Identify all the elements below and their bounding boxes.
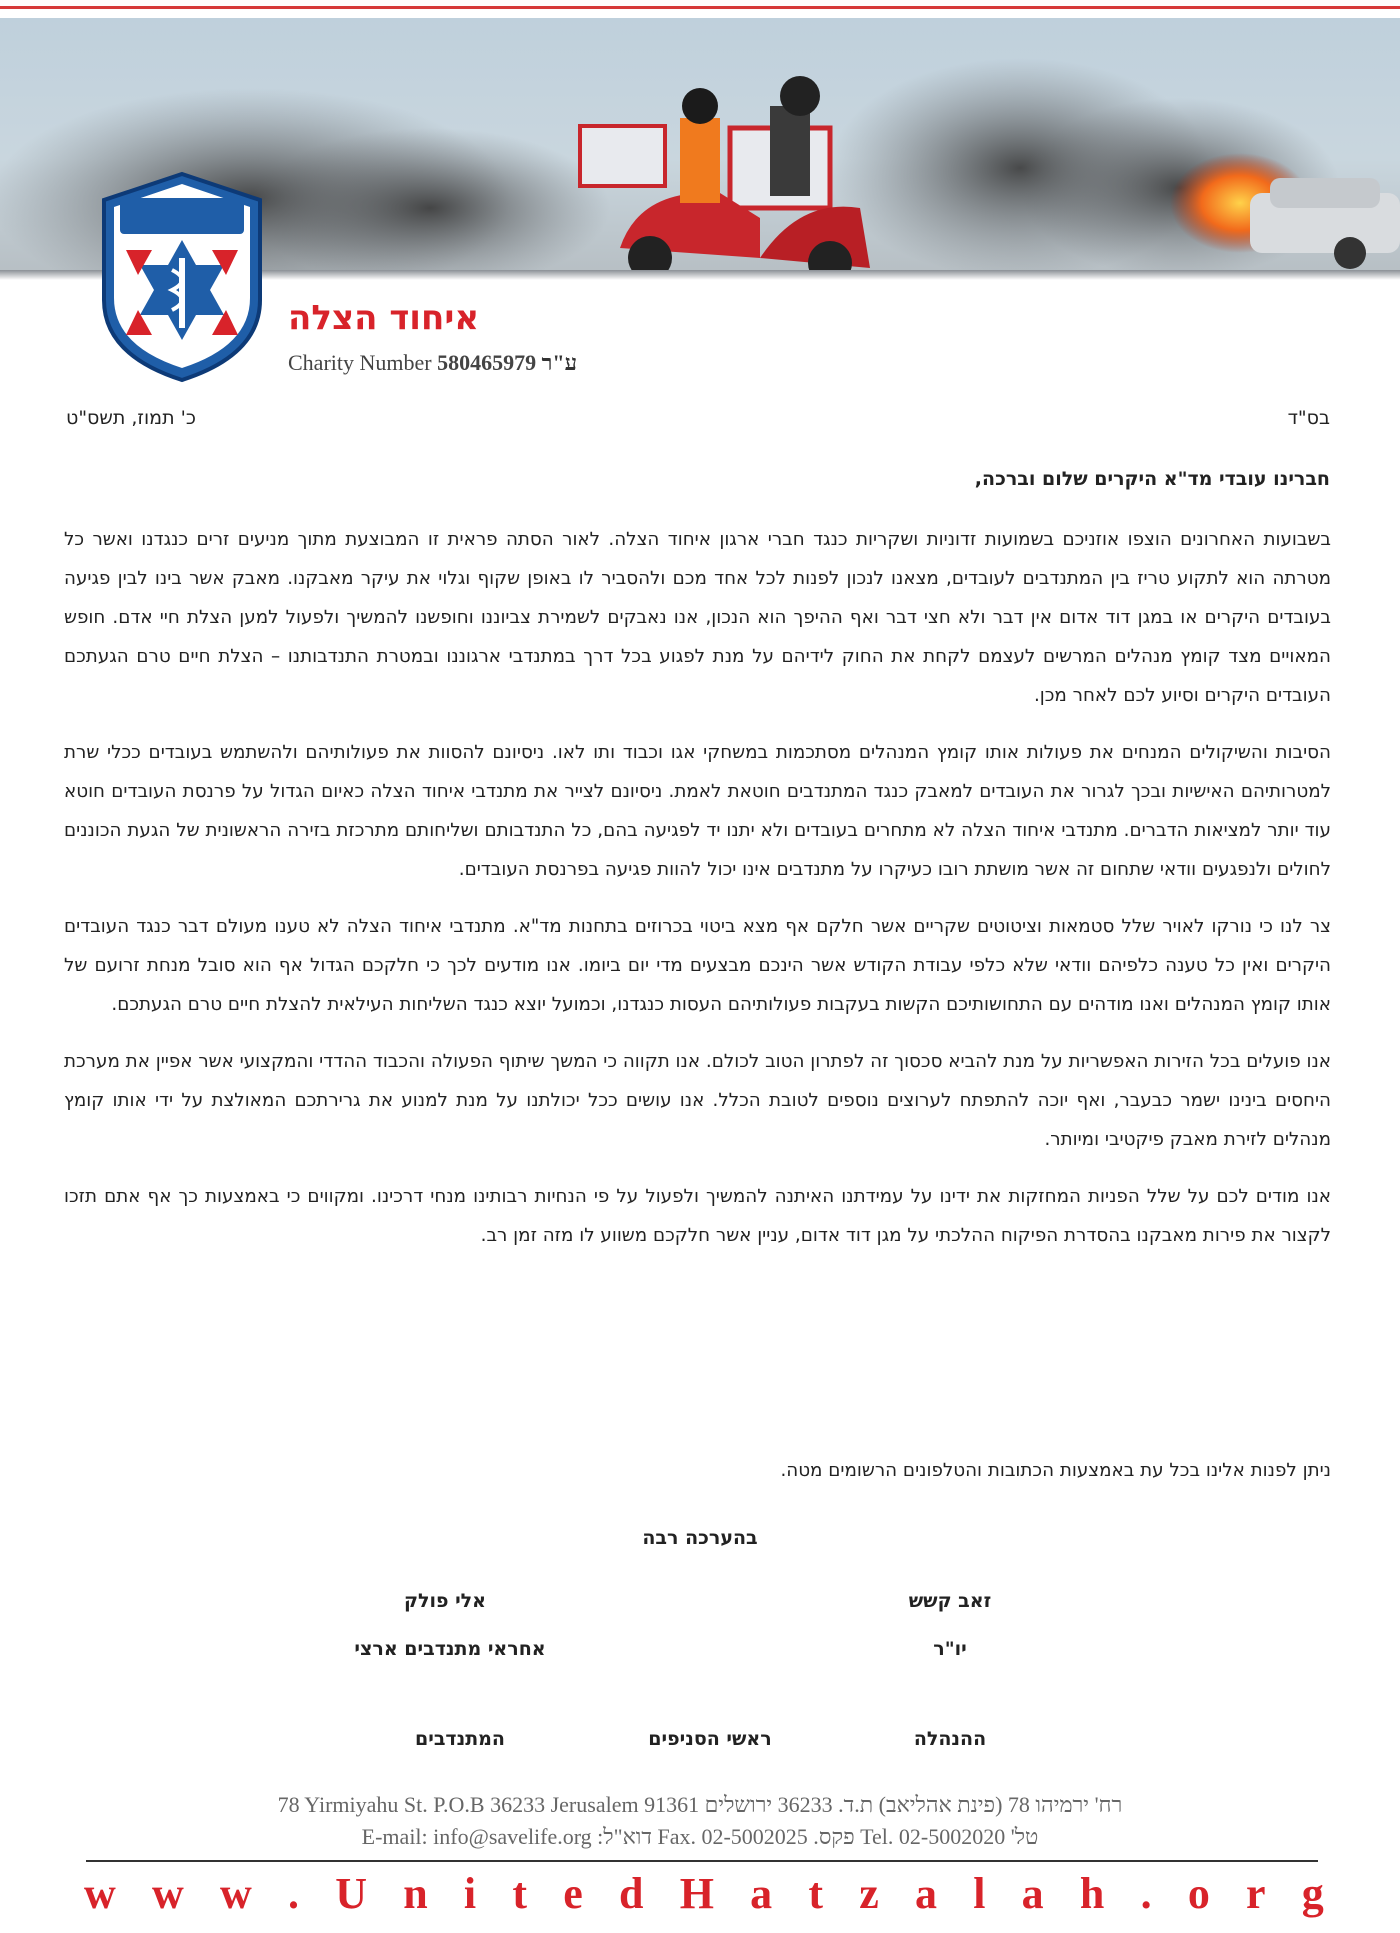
footer-contact: E-mail: info@savelife.org :דוא"ל Fax. 02-5002025 .פקס Tel. 02-5002020 'טל <box>361 1824 1039 1849</box>
website-letter: z <box>859 1869 879 1918</box>
letter-bsd: בס"ד <box>1287 407 1330 429</box>
website-letter: w <box>84 1869 116 1918</box>
website-letter: d <box>619 1869 644 1918</box>
website-letter: . <box>1140 1869 1152 1918</box>
letter-paragraph: אנו פועלים בכל הזירות האפשריות על מנת להביא סכסוך זה לפתרון הטוב לכולם. אנו תקווה כי המשך שיתוף הפעולה והכבוד ההדדי והמקצועי אשר אפיין את מערכת היחסים בינינו ישמר כבעבר, ואף יוכה להתפתח לערוצים נוספים לטובת הכלל. אנו עושים ככל יכולתנו על מנת למנוע את גרירתכם המאולצת על ידי אותו קומץ מנהלים לזירת מאבק פיקטיבי ומיותר. <box>64 1051 1331 1150</box>
signature-title-2: אחראי מתנדבים ארצי <box>354 1638 546 1660</box>
website-letter: o <box>1187 1869 1210 1918</box>
footer-address: 78 Yirmiyahu St. P.O.B 36233 Jerusalem 91361 רח' ירמיהו 78 (פינת אהליאב) ת.ד. 36233 ירושלים <box>277 1792 1123 1817</box>
department-volunteers: המתנדבים <box>415 1728 505 1750</box>
letter-date: כ' תמוז, תשס"ט <box>66 407 196 429</box>
website-letter: . <box>288 1869 299 1918</box>
website-letter: w <box>220 1869 252 1918</box>
charity-number-line <box>288 350 577 376</box>
top-accent-line <box>0 6 1400 9</box>
letter-paragraph: צר לנו כי נורקו לאויר שלל סטמאות וציטוטים שקריים אשר חלקם אף מצא ביטוי בכרוזים בתחנות מד"א. מתנדבי איחוד הצלה לא טענו מעולם דבר כנגד העובדים היקרים ואין כל טענה כלפיהם וודאי שלא כלפי עבודת הקודש אשר הינכם מבצעים מדי יום ביומו. אנו מודעים לכך כי חלקכם הגדול אף הוא סובל מנחת זרועם של אותו קומץ המנהלים ואנו מודהים עם התחושותיכם הקשות בעקבות פעולותיהם העסות כנגדנו, וכמועל יוצא כנגד השליחות העילאית להצלת חיים טרם הגעתכם. <box>64 916 1331 1015</box>
website-letter: t <box>808 1869 824 1918</box>
department-management: ההנהלה <box>913 1728 987 1750</box>
website-letter: a <box>915 1869 937 1918</box>
website-letter: g <box>1301 1869 1324 1918</box>
department-branch-heads: ראשי הסניפים <box>648 1728 772 1750</box>
website-letter: n <box>403 1869 428 1918</box>
website-letter: a <box>750 1869 773 1918</box>
letter-salutation: חברינו עובדי מד"א היקרים שלום וברכה, <box>974 468 1330 490</box>
website-letter: w <box>152 1869 184 1918</box>
signature-name-2: אלי פולק <box>403 1590 487 1612</box>
website-letter: a <box>1021 1869 1044 1918</box>
letter-body <box>64 520 1331 1273</box>
website-letter: U <box>335 1869 367 1918</box>
website-letter: t <box>512 1869 528 1918</box>
signature-title-1: יו"ר <box>933 1638 967 1660</box>
website-letter: i <box>463 1869 477 1918</box>
charity-label: Charity Number <box>288 350 432 375</box>
regards-line: בהערכה רבה <box>642 1527 758 1549</box>
letter-paragraph: הסיבות והשיקולים המנחים את פעולות אותו קומץ המנהלים מסתכמות במשחקי אגו וכבוד ותו לאו. ניסיונם להסוות את פעולותיהם ולהשתמש בעובדים ככלי שרת למטרותיהם האישיות ובכך לגרור את העובדים למאבק כנגד המתנדבים חוטאת לאמת. ניסיונם לצייר את מתנדבי איחוד הצלה כאיום הגדול על פרנסת העובדים חוטא עוד יותר למציאות הדברים. מתנדבי איחוד הצלה לא מתחרים בעובדים ולא יתנו יד לפגיעה בהם, כל התנדבותם ושליחותם מתרכזת בזירה הראשונית של הגעת הכוננים לחולים ולנפגעים וודאי שתחום זה אשר מושתת רובו כעיקרו על מתנדבים אינו יכול להוות פגיעה בפרנסת העובדים. <box>64 742 1331 880</box>
letter-paragraph: בשבועות האחרונים הוצפו אוזניכם בשמועות זדוניות ושקריות כנגד חברי ארגון איחוד הצלה. לאור הסתה פראית זו המבוצעת מתוך מניעים זרים כנגדנו ואשר כל מטרתה הוא לתקוע טריז בין המתנדבים לעובדים, מצאנו לנכון לפנות לכל אחד מכם ולהסביר לו באופן שקוף וגלוי את עיקר מאבקנו. מאבק אשר בינו לבין פגיעה בעובדים היקרים או במגן דוד אדום אין דבר ולא חצי דבר ואף ההיפך הוא הנכון, אנו נאבקים לשמירת צביוננו וחופשנו להמשיך ולפעול למען הצלת חיי אדם. חופש המאויים מצד קומץ מנהלים המרשים לעצמם לקחת את החוק לידיהם על מנת לפגוע בכל דרך במתנדבי ארגוננו ובמטרת התנדבותנו – הצלת חיים טרם הגעתכם העובדים היקרים וסיוע לכם לאחר מכן. <box>64 529 1331 706</box>
website-letter: H <box>679 1869 714 1918</box>
website-letter: l <box>973 1869 986 1918</box>
hatzalah-logo <box>92 170 272 385</box>
website-letter: e <box>563 1869 583 1918</box>
website-letter: h <box>1079 1869 1105 1918</box>
footer-divider <box>86 1860 1318 1862</box>
letter-paragraph: אנו מודים לכם על שלל הפניות המחזקות את ידינו על עמידתנו האיתנה להמשיך ולפעול על פי הנחיות רבותינו מנחי דרכינו. ומקווים כי באמצעות כך אף אתם תזכו לקצור את פירות מאבקנו בהסדרת הפיקוח ההלכתי על מגן דוד אדום, עניין אשר חלקכם משווע לו מזה זמן רב. <box>64 1186 1331 1246</box>
contact-note: ניתן לפנות אלינו בכל עת באמצעות הכתובות והטלפונים הרשומים מטה. <box>780 1460 1331 1481</box>
charity-number: 580465979 <box>437 350 537 375</box>
charity-label-hebrew: ע"ר <box>541 350 578 375</box>
signature-name-1: זאב קשש <box>908 1590 992 1612</box>
organization-name: איחוד הצלה <box>288 298 480 338</box>
website-letter: r <box>1246 1869 1266 1918</box>
website-url[interactable] <box>84 1868 1324 1919</box>
